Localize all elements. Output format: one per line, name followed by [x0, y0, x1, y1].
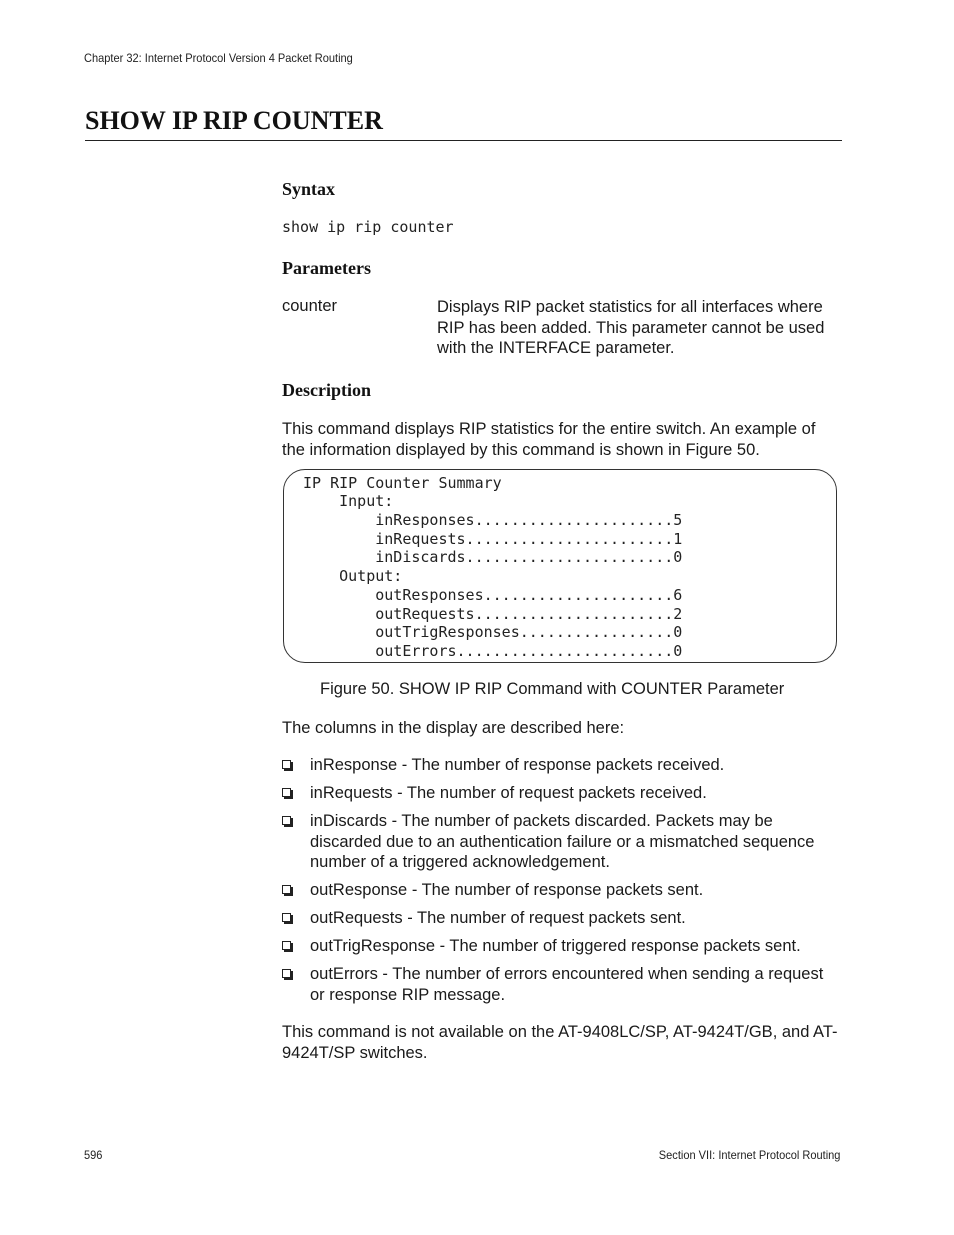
figure-line: inResponses......................5	[303, 511, 683, 529]
description-intro: This command displays RIP statistics for the entire switch. An example of the information displayed by this command is shown in Figure 50.	[282, 420, 816, 459]
list-item-text: outErrors - The number of errors encountered when sending a request or response RIP message.	[310, 965, 824, 1004]
list-item-text: outTrigResponse - The number of triggered response packets sent.	[310, 937, 801, 955]
availability-note: This command is not available on the AT-9408LC/SP, AT-9424T/GB, and AT-9424T/SP switches.	[282, 1023, 838, 1062]
figure-line: Output:	[303, 567, 403, 585]
figure-line: outResponses.....................6	[303, 586, 683, 604]
checkbox-bullet-icon	[282, 969, 291, 978]
list-item-text: inRequests - The number of request packets received.	[310, 784, 707, 802]
footer-section-title: Section VII: Internet Protocol Routing	[658, 1148, 840, 1162]
columns-intro: The columns in the display are described here:	[282, 719, 625, 737]
checkbox-bullet-icon	[282, 816, 291, 825]
chapter-header: Chapter 32: Internet Protocol Version 4 Packet Routing	[84, 51, 353, 65]
figure-line: outErrors........................0	[303, 642, 683, 660]
description-heading: Description	[282, 380, 371, 400]
list-item-text: inDiscards - The number of packets discarded. Packets may be discarded due to an authentication failure or a mismatched sequence number of a triggered acknowledgement.	[310, 812, 815, 871]
figure-line: outRequests......................2	[303, 605, 683, 623]
parameters-heading: Parameters	[282, 258, 371, 278]
checkbox-bullet-icon	[282, 913, 291, 922]
figure-line: inRequests.......................1	[303, 530, 683, 548]
page-number: 596	[84, 1148, 103, 1162]
figure-caption: Figure 50. SHOW IP RIP Command with COUNTER Parameter	[320, 680, 785, 698]
list-item-text: outResponse - The number of response packets sent.	[310, 881, 704, 899]
checkbox-bullet-icon	[282, 760, 291, 769]
checkbox-bullet-icon	[282, 941, 291, 950]
title-divider	[85, 140, 842, 141]
syntax-command: show ip rip counter	[282, 218, 454, 236]
list-item-text: inResponse - The number of response packets received.	[310, 756, 725, 774]
figure-line: IP RIP Counter Summary	[303, 474, 502, 492]
syntax-heading: Syntax	[282, 179, 336, 199]
figure-line: inDiscards.......................0	[303, 548, 683, 566]
checkbox-bullet-icon	[282, 788, 291, 797]
checkbox-bullet-icon	[282, 885, 291, 894]
figure-line: Input:	[303, 492, 394, 510]
parameter-description: Displays RIP packet statistics for all interfaces where RIP has been added. This parameter cannot be used with the INTERFACE parameter.	[437, 298, 825, 357]
page-title: SHOW IP RIP COUNTER	[85, 106, 383, 135]
list-item-text: outRequests - The number of request packets sent.	[310, 909, 686, 927]
parameter-name: counter	[282, 297, 338, 315]
figure-line: outTrigResponses.................0	[303, 623, 683, 641]
